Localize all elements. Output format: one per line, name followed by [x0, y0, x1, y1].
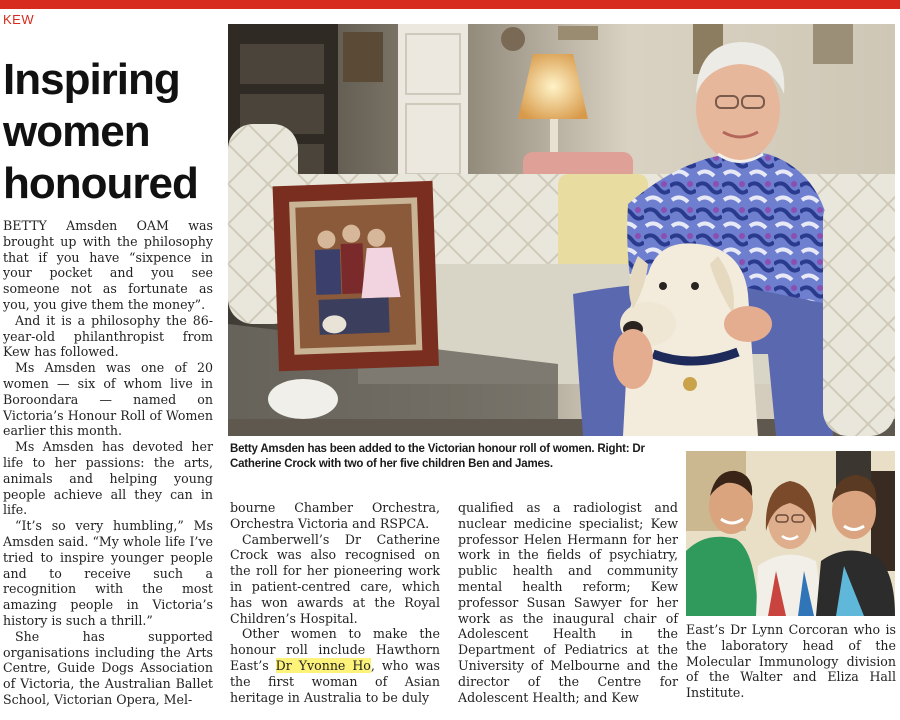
paragraph: East’s Dr Lynn Corcoran who is the laboratory head of the Molecular Immunology division of the Walter and Eliza Hall Institute.	[686, 622, 896, 701]
article-column-1	[3, 218, 213, 708]
paragraph: Camberwell’s Dr Catherine Crock was also recognised on the roll for her pioneering work in patient-centred care, which has won awards at the Royal Children’s Hospital.	[230, 531, 440, 626]
paragraph: Ms Amsden was one of 20 women — six of whom live in Boroondara — named on Victoria’s Honour Roll of Women earlier this month.	[3, 360, 213, 439]
headline-line: honoured	[3, 159, 198, 208]
article-column-3	[458, 500, 678, 705]
paragraph: Ms Amsden has devoted her life to her passions: the arts, animals and helping young people achieve all they can in life.	[3, 439, 213, 518]
section-label: KEW	[3, 12, 35, 27]
photo-caption: Betty Amsden has been added to the Victorian honour roll of women. Right: Dr Catherine Crock with two of her five children Ben and James.	[230, 443, 645, 470]
paragraph: She has supported organisations including the Arts Centre, Guide Dogs Association of Victoria, the Australian Ballet School, Victorian Opera, Mel-	[3, 628, 213, 707]
headline-line: Inspiring	[3, 55, 180, 104]
family-photo	[686, 451, 895, 616]
paragraph: “It’s so very humbling,” Ms Amsden said. “My whole life I’ve tried to inspire younger people and to receive such a recognition with the most amazing people in Victoria’s history is such a thrill.”	[3, 518, 213, 628]
paragraph: And it is a philosophy the 86-year-old philanthropist from Kew has followed.	[3, 312, 213, 360]
headline-line: women	[3, 107, 150, 156]
paragraph	[230, 626, 440, 705]
text-run: Other women to make the honour roll include Hawthorn East’s	[230, 626, 440, 673]
paragraph: bourne Chamber Orchestra, Orchestra Victoria and RSPCA.	[230, 500, 440, 531]
main-photo	[228, 24, 895, 436]
top-color-bar	[0, 0, 900, 9]
article-column-2	[230, 500, 440, 705]
paragraph: BETTY Amsden OAM was brought up with the philosophy that if you have “sixpence in your pocket and you see someone not as fortunate as you, you give them the money”.	[3, 218, 213, 312]
headline	[3, 54, 225, 210]
article-column-4	[686, 622, 896, 701]
highlighted-name: Dr Yvonne Ho	[275, 657, 371, 673]
text-run: , who was the first woman of Asian heritage in Australia to be duly	[230, 657, 440, 705]
paragraph: qualified as a radiologist and nuclear medicine specialist; Kew professor Helen Hermann for her work in the fields of psychiatry, public health and community mental health reform; Kew professor Susan Sawyer for her work as the inaugural chair of Adolescent Health in the Department of Pediatrics at the University of Melbourne and the director of the Centre for Adolescent Health; and Kew	[458, 500, 678, 705]
